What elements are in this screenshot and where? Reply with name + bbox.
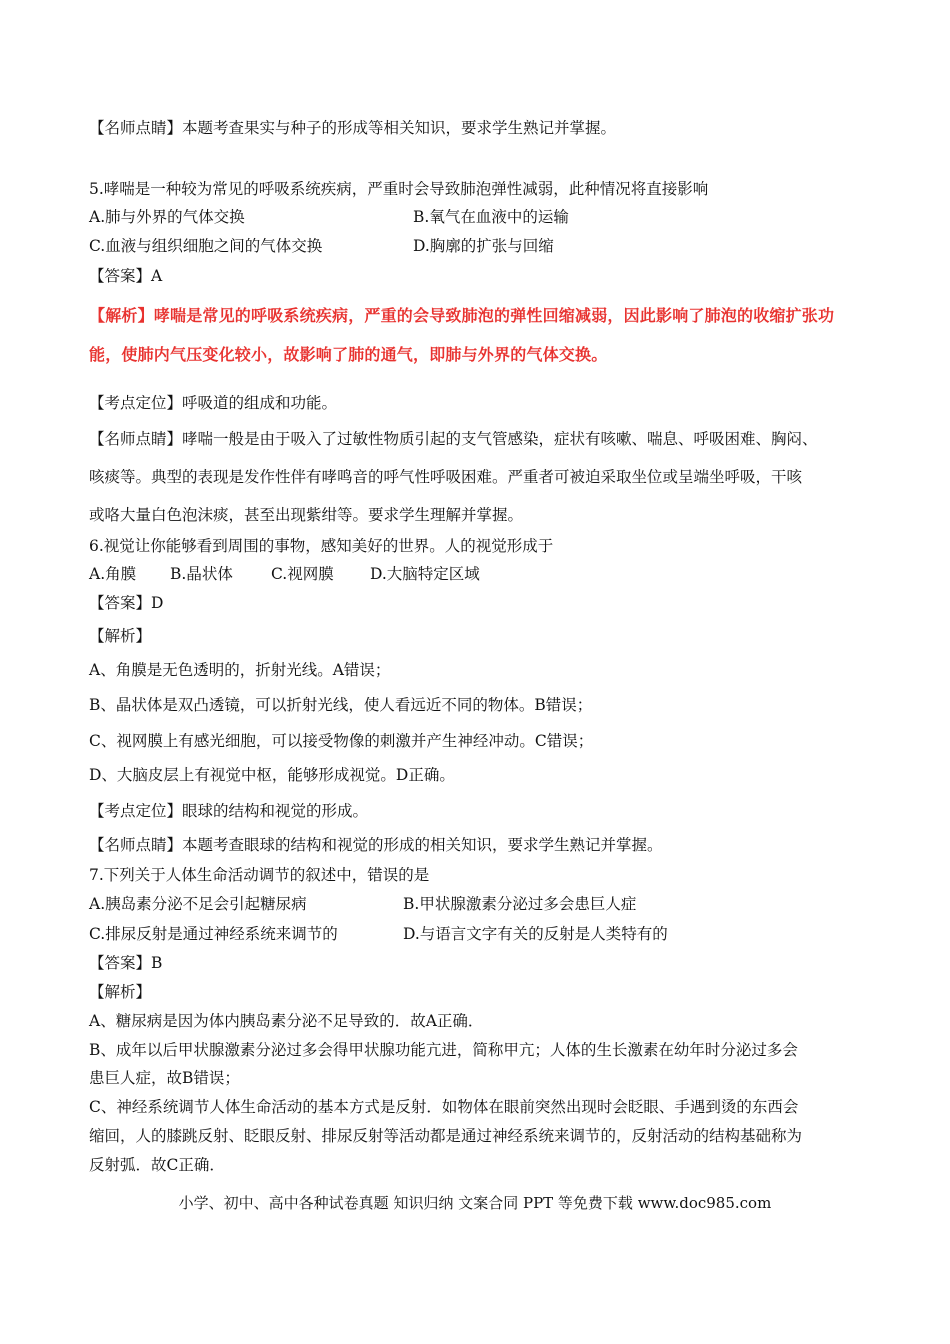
q5-answer: 【答案】A	[89, 267, 163, 285]
tip-q4: 【名师点睛】本题考查果实与种子的形成等相关知识，要求学生熟记并掌握。	[89, 119, 617, 137]
q7-answer: 【答案】B	[89, 954, 163, 972]
question-6: 6.视觉让你能够看到周围的事物，感知美好的世界。人的视觉形成于	[89, 537, 554, 555]
q6-key-point: 【考点定位】眼球的结构和视觉的形成。	[89, 802, 369, 820]
q5-option-a: A.肺与外界的气体交换	[89, 208, 245, 226]
q7-option-a: A.胰岛素分泌不足会引起糖尿病	[89, 895, 307, 913]
q5-option-b: B.氧气在血液中的运输	[413, 208, 569, 226]
question-5: 5.哮喘是一种较为常见的呼吸系统疾病，严重时会导致肺泡弹性减弱，此种情况将直接影响	[89, 180, 709, 198]
q6-option-c: C.视网膜	[271, 565, 334, 583]
q6-option-b: B.晶状体	[170, 565, 233, 583]
q6-option-a: A.角膜	[89, 565, 137, 583]
q6-analysis-a: A、角膜是无色透明的，折射光线。A错误；	[89, 661, 391, 679]
q5-analysis-line2: 能，使肺内气压变化较小，故影响了肺的通气，即肺与外界的气体交换。	[89, 345, 608, 364]
q7-analysis-b-line1: B、成年以后甲状腺激素分泌过多会得甲状腺功能亢进，简称甲亢；人体的生长激素在幼年时分泌过多会	[89, 1041, 798, 1059]
q6-answer: 【答案】D	[89, 594, 164, 612]
page-footer: 小学、初中、高中各种试卷真题 知识归纳 文案合同 PPT 等免费下载 www.doc985.com	[178, 1194, 772, 1212]
q7-analysis-c-line1: C、神经系统调节人体生命活动的基本方式是反射．如物体在眼前突然出现时会眨眼、手遇到烫的东西会	[89, 1098, 799, 1116]
q6-analysis-b: B、晶状体是双凸透镜，可以折射光线，使人看远近不同的物体。B错误；	[89, 696, 593, 714]
q6-analysis-c: C、视网膜上有感光细胞，可以接受物像的刺激并产生神经冲动。C错误；	[89, 732, 594, 750]
q5-tip-line2: 咳痰等。典型的表现是发作性伴有哮鸣音的呼气性呼吸困难。严重者可被迫采取坐位或呈端坐呼吸，干咳	[89, 468, 803, 486]
q5-tip-line1: 【名师点睛】哮喘一般是由于吸入了过敏性物质引起的支气管感染，症状有咳嗽、喘息、呼吸困难、胸闷、	[89, 430, 818, 448]
question-7: 7.下列关于人体生命活动调节的叙述中，错误的是	[89, 866, 430, 884]
q6-tip: 【名师点睛】本题考查眼球的结构和视觉的形成的相关知识，要求学生熟记并掌握。	[89, 836, 663, 854]
q7-analysis-c-line3: 反射弧．故C正确．	[89, 1156, 225, 1174]
q6-analysis-heading: 【解析】	[89, 627, 152, 645]
q7-analysis-heading: 【解析】	[89, 983, 152, 1001]
q5-tip-line3: 或咯大量白色泡沫痰，甚至出现紫绀等。要求学生理解并掌握。	[89, 506, 524, 524]
q7-option-c: C.排尿反射是通过神经系统来调节的	[89, 925, 338, 943]
q5-option-c: C.血液与组织细胞之间的气体交换	[89, 237, 323, 255]
q7-option-d: D.与语言文字有关的反射是人类特有的	[403, 925, 668, 943]
q7-analysis-c-line2: 缩回，人的膝跳反射、眨眼反射、排尿反射等活动都是通过神经系统来调节的，反射活动的结构基础称为	[89, 1127, 803, 1145]
q5-option-d: D.胸廓的扩张与回缩	[413, 237, 554, 255]
q7-analysis-b-line2: 患巨人症，故B错误；	[89, 1069, 240, 1087]
q5-analysis-line1: 【解析】哮喘是常见的呼吸系统疾病，严重的会导致肺泡的弹性回缩减弱，因此影响了肺泡的收缩扩张功	[89, 306, 835, 325]
q5-key-point: 【考点定位】呼吸道的组成和功能。	[89, 394, 338, 412]
q6-option-d: D.大脑特定区域	[370, 565, 480, 583]
q6-analysis-d: D、大脑皮层上有视觉中枢，能够形成视觉。D正确。	[89, 766, 455, 784]
q7-analysis-a: A、糖尿病是因为体内胰岛素分泌不足导致的．故A正确．	[89, 1012, 484, 1030]
q7-option-b: B.甲状腺激素分泌过多会患巨人症	[403, 895, 637, 913]
